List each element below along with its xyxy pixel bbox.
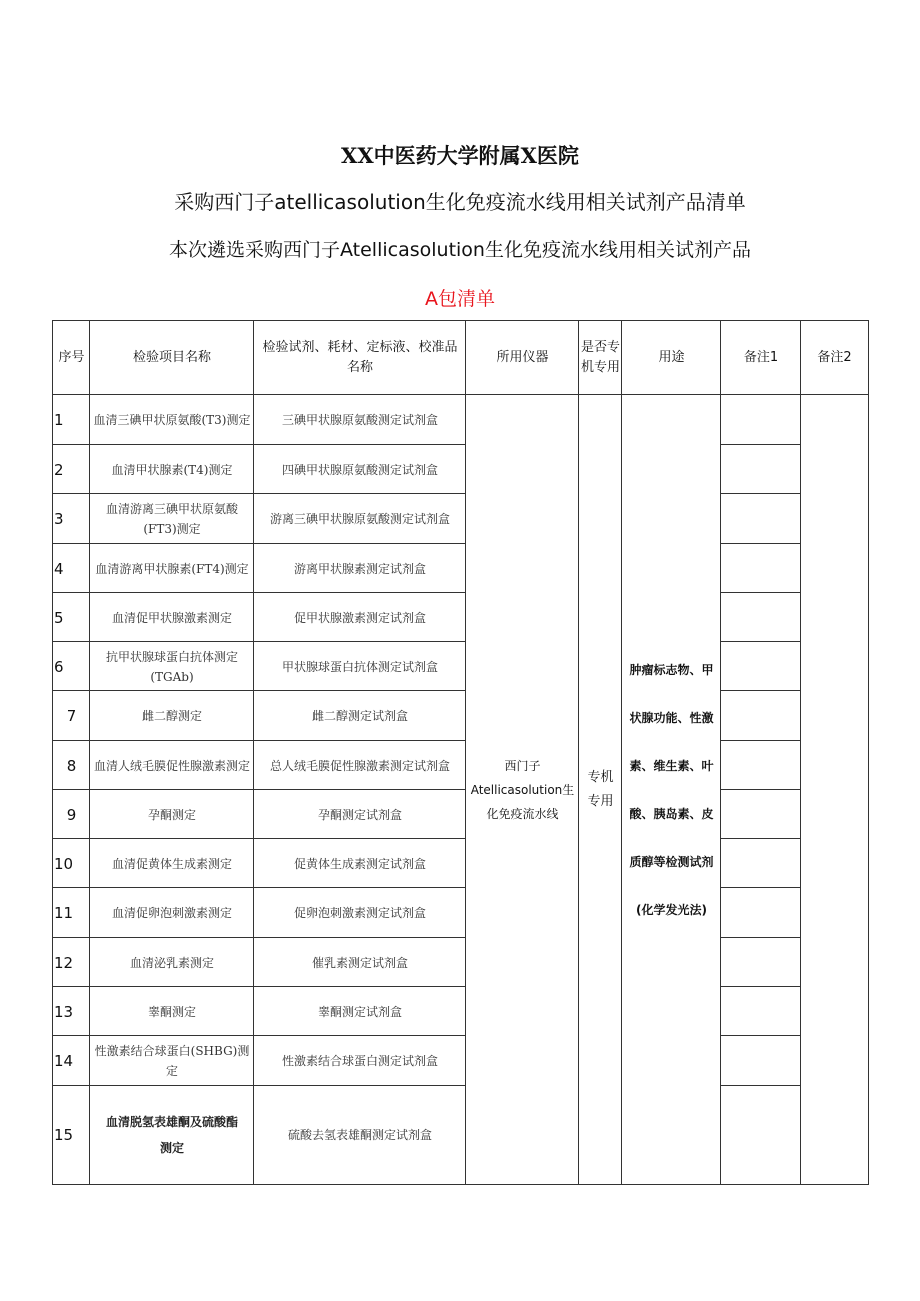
item-name-cell: 血清甲状腺素(T4)测定 [111, 462, 233, 477]
row-number: 10 [54, 854, 74, 873]
item-name-cell: 血清促黄体生成素测定 [111, 856, 232, 871]
reagent-name-cell: 三碘甲状腺原氨酸测定试剂盒 [281, 413, 438, 427]
column-header-dedicated: 是否专机专用 [580, 340, 620, 375]
row-number: 1 [54, 411, 64, 429]
item-name-cell: 血清脱氢表雄酮及硫酸酯测定 [105, 1115, 238, 1155]
reagent-name-cell: 雌二醇测定试剂盒 [311, 709, 408, 723]
reagent-name-cell: 总人绒毛膜促性腺激素测定试剂盒 [269, 758, 450, 773]
table-column-border [578, 321, 579, 1184]
table-row-border [721, 543, 801, 544]
row-number: 7 [66, 707, 77, 725]
table-row-border [721, 1035, 801, 1036]
column-header-reagent: 检验试剂、耗材、定标液、校准品名称 [262, 340, 458, 375]
table-row-border [721, 986, 801, 987]
reagent-name-cell: 睾酮测定试剂盒 [317, 1004, 402, 1019]
row-number: 3 [54, 510, 64, 528]
item-name-cell: 血清游离甲状腺素(FT4)测定 [95, 561, 249, 576]
item-name-cell: 血清三碘甲状原氨酸(T3)测定 [93, 413, 251, 427]
purpose-cell: 肿瘤标志物、甲状腺功能、性激素、维生素、叶酸、胰岛素、皮质醇等检测试剂(化学发光法) [629, 662, 714, 917]
reagent-name-cell: 催乳素测定试剂盒 [311, 955, 408, 970]
item-name-cell: 血清泌乳素测定 [129, 955, 214, 970]
table-row-border [721, 1085, 801, 1086]
item-name-cell: 睾酮测定 [147, 1004, 196, 1019]
reagent-name-cell: 游离甲状腺素测定试剂盒 [293, 561, 426, 576]
column-header-purpose: 用途 [658, 350, 685, 365]
column-header-note1: 备注1 [743, 350, 779, 365]
item-name-cell: 雌二醇测定 [141, 709, 202, 723]
row-number: 5 [54, 608, 64, 627]
row-number: 2 [54, 460, 64, 479]
reagent-name-cell: 促甲状腺激素测定试剂盒 [293, 610, 426, 625]
table-row-border [721, 789, 801, 790]
row-number: 9 [66, 805, 77, 824]
column-header-note2: 备注2 [817, 350, 852, 365]
item-name-cell: 血清促卵泡刺激素测定 [111, 906, 232, 920]
row-number: 12 [54, 953, 74, 972]
table-row-border [721, 937, 801, 938]
table-row-border [721, 493, 801, 494]
reagent-name-cell: 游离三碘甲状腺原氨酸测定试剂盒 [269, 512, 450, 526]
column-header-item: 检验项目名称 [132, 350, 211, 365]
table-row-border [721, 838, 801, 839]
row-number: 13 [54, 1002, 74, 1021]
column-header-instrument: 所用仪器 [496, 350, 549, 365]
table-row-border [721, 740, 801, 741]
reagent-name-cell: 四碘甲状腺原氨酸测定试剂盒 [281, 462, 438, 477]
table-column-border [800, 321, 801, 1184]
item-name-cell: 血清人绒毛膜促性腺激素测定 [93, 758, 250, 773]
row-number: 8 [66, 756, 77, 775]
row-number: 14 [54, 1052, 74, 1070]
reagent-name-cell: 硫酸去氢表雄酮测定试剂盒 [287, 1128, 432, 1142]
table-column-border [720, 321, 721, 1184]
table-column-border [621, 321, 622, 1184]
reagent-name-cell: 性激素结合球蛋白测定试剂盒 [281, 1054, 438, 1068]
reagent-name-cell: 孕酮测定试剂盒 [317, 807, 402, 822]
item-name-cell: 抗甲状腺球蛋白抗体测定(TGAb) [105, 649, 238, 684]
column-header-seq: 序号 [58, 350, 85, 365]
document-title: 采购西门子atellicasolution生化免疫流水线用相关试剂产品清单 [174, 190, 746, 214]
dedicated-cell: 专机专用 [587, 769, 614, 809]
document-subtitle: 本次遴选采购西门子Atellicasolution生化免疫流水线用相关试剂产品 [169, 239, 751, 261]
table-row-border [721, 690, 801, 691]
reagent-name-cell: 促卵泡刺激素测定试剂盒 [293, 906, 426, 920]
package-label: A包清单 [425, 288, 495, 310]
item-name-cell: 孕酮测定 [147, 807, 196, 822]
row-number: 15 [54, 1126, 74, 1144]
reagent-name-cell: 甲状腺球蛋白抗体测定试剂盒 [281, 659, 438, 674]
row-number: 4 [54, 559, 64, 578]
row-number: 6 [54, 657, 64, 676]
item-name-cell: 性激素结合球蛋白(SHBG)测定 [94, 1044, 250, 1078]
table-row-border [721, 641, 801, 642]
table-row-border [721, 592, 801, 593]
hospital-title: XX中医药大学附属X医院 [341, 143, 579, 168]
instrument-cell: 西门子Atellicasolution生化免疫流水线 [470, 758, 575, 821]
reagent-table [52, 320, 869, 1185]
reagent-name-cell: 促黄体生成素测定试剂盒 [293, 856, 426, 871]
table-row-border [721, 887, 801, 888]
item-name-cell: 血清游离三碘甲状原氨酸(FT3)测定 [105, 502, 238, 536]
row-number: 11 [54, 904, 74, 922]
table-row-border [721, 444, 801, 445]
item-name-cell: 血清促甲状腺激素测定 [111, 610, 232, 625]
